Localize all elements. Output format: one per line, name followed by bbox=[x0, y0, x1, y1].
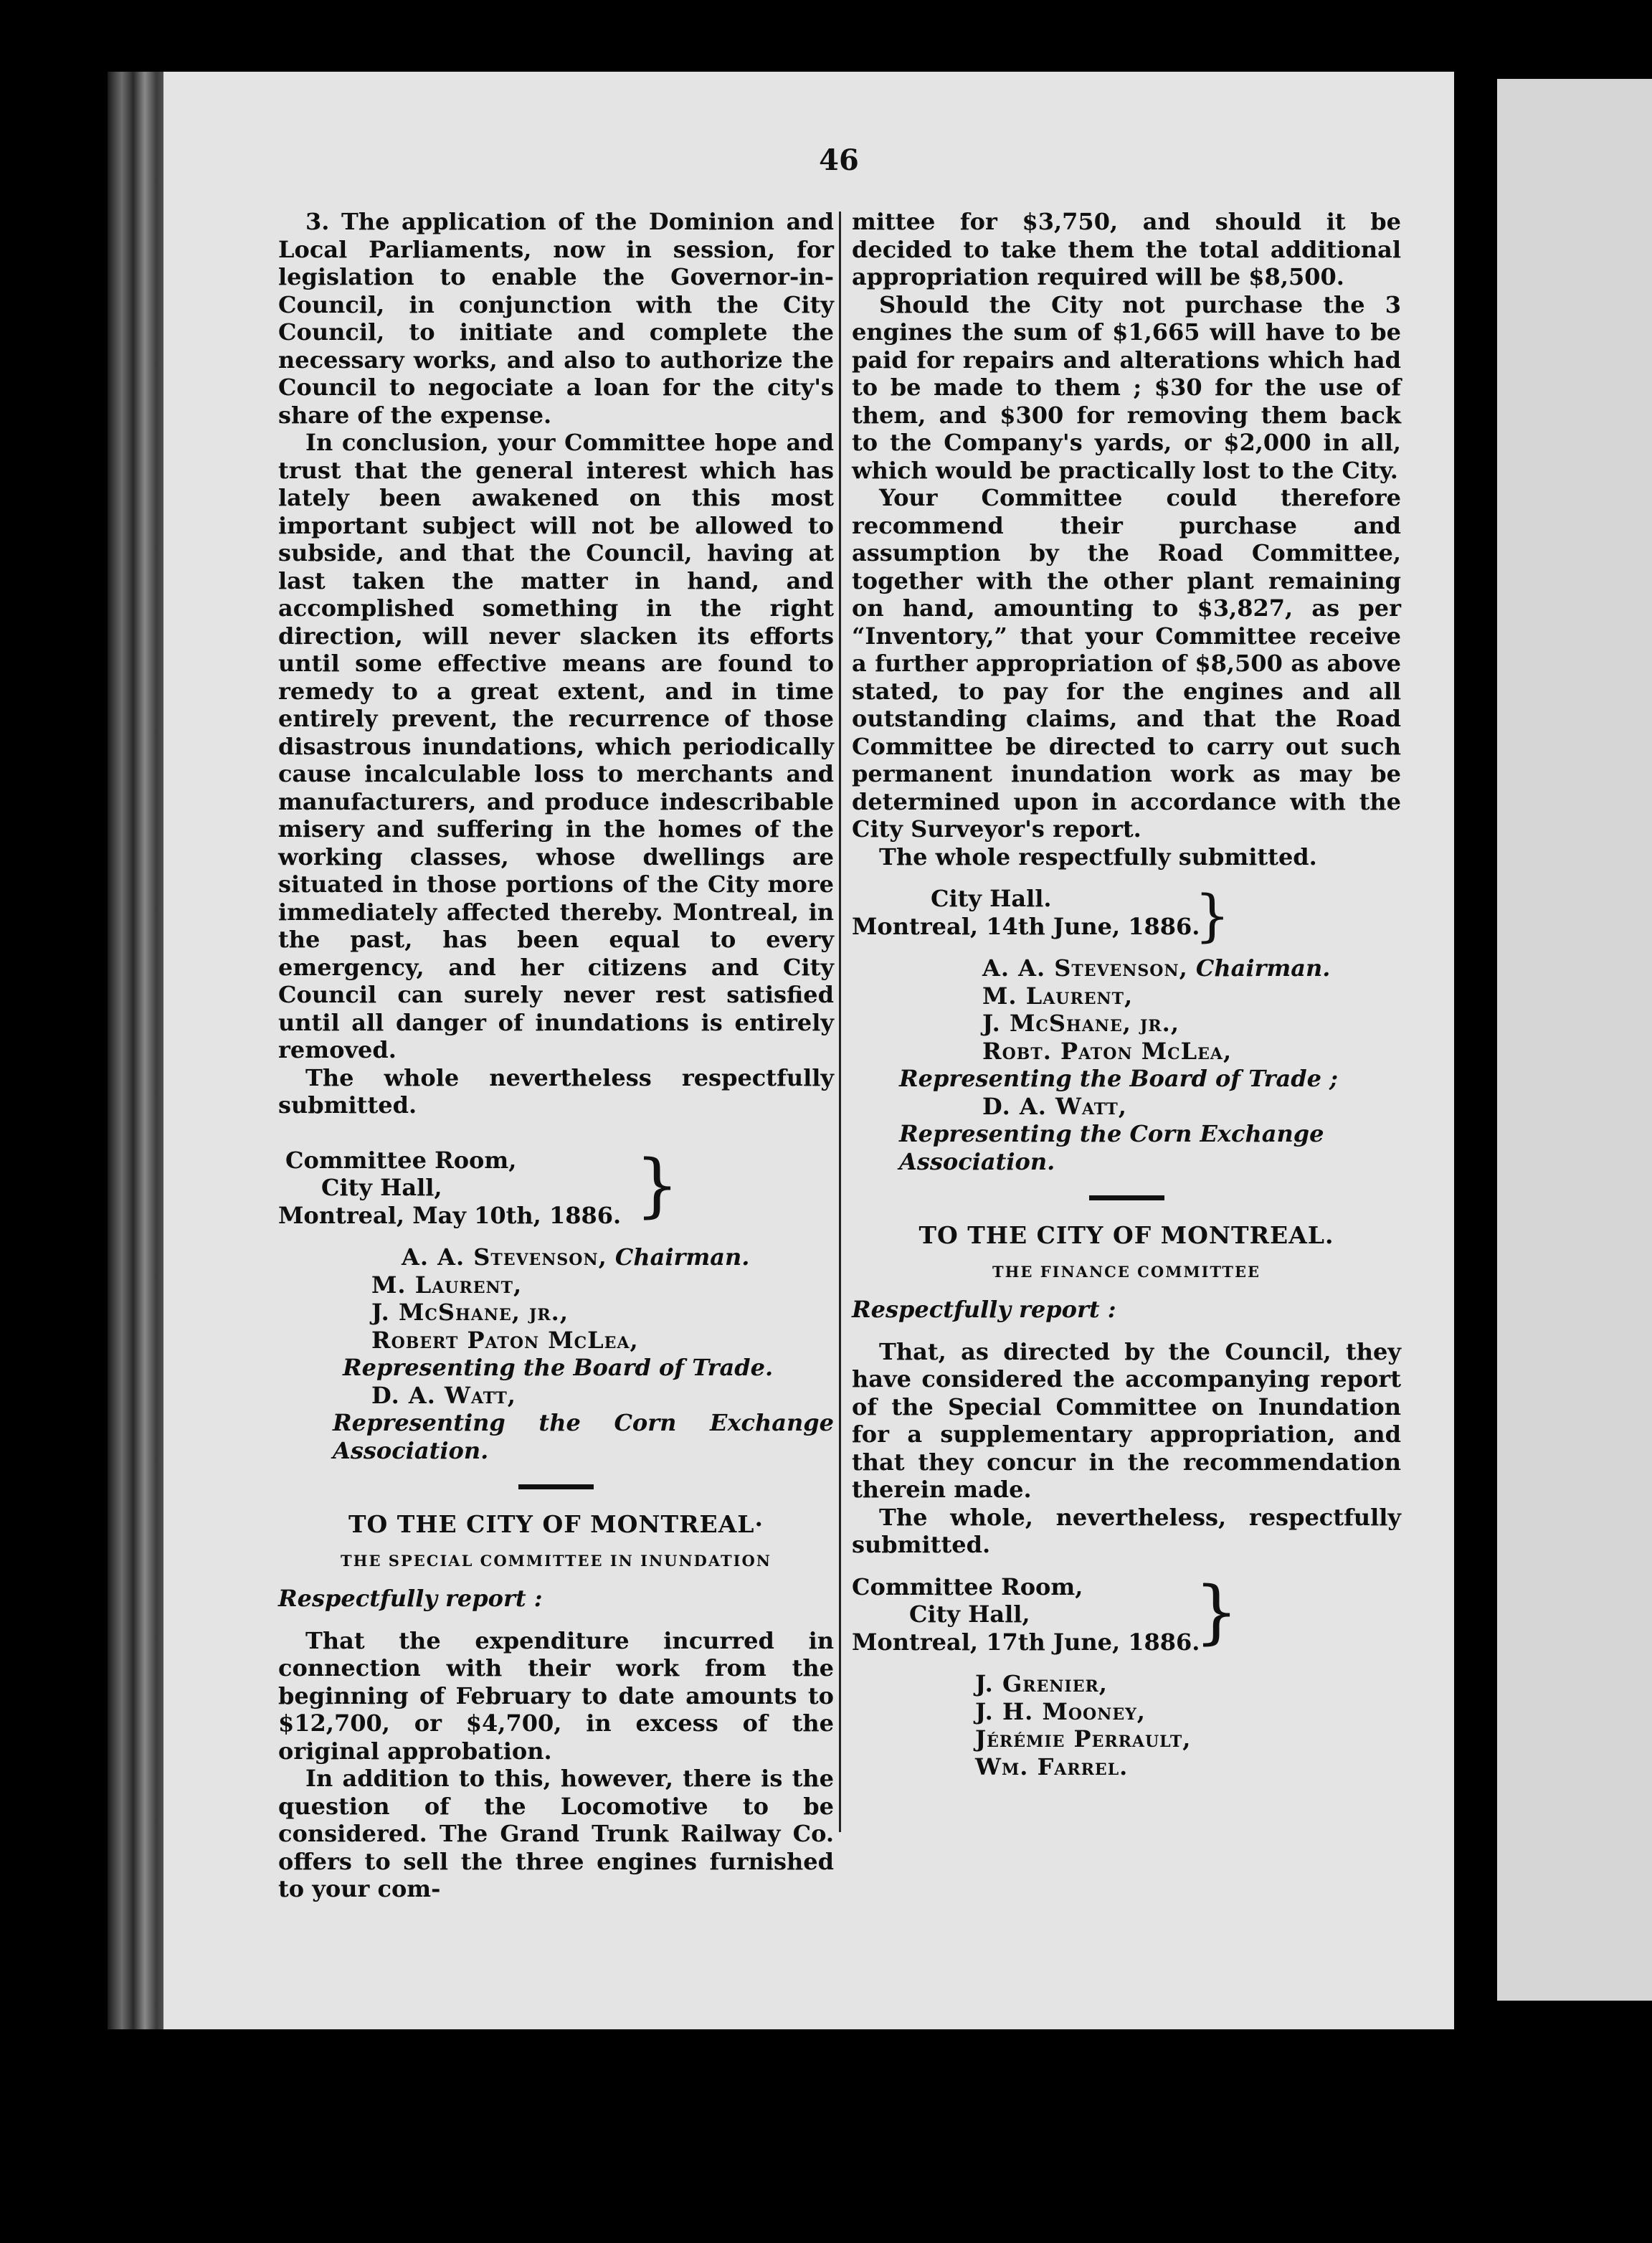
representing-line: Representing the Board of Trade ; bbox=[899, 1065, 1338, 1092]
paragraph: Your Committee could therefore recommend their purchase and assumption by the Road Committee, together with the other plant remaining on hand, amounting to $3,827, as per “Inventory,” that your Committee receive a further appropriation of $8,500 as above stated, to pay for the engines and all outstanding claims, and that the Road Committee be directed to carry out such permanent inundation work as may be determined upon in accordance with the City Surveyor's report. bbox=[852, 484, 1401, 843]
signature-line: A. A. Stevenson, Chairman. bbox=[402, 1243, 750, 1271]
paragraph: The whole nevertheless respectfully submitted. bbox=[278, 1063, 834, 1119]
representing-line: Representing the Board of Trade. bbox=[343, 1354, 774, 1381]
signature-line: J. McShane, jr., bbox=[371, 1299, 569, 1326]
date-line: Montreal, 17th June, 1886. bbox=[852, 1628, 1200, 1656]
paragraph: The whole, nevertheless, respectfully submitted. bbox=[852, 1503, 1401, 1558]
signature-line: Robt. Paton McLea, bbox=[982, 1037, 1233, 1065]
report-label: Respectfully report : bbox=[278, 1585, 543, 1612]
date-line: City Hall, bbox=[321, 1174, 442, 1201]
section-heading: TO THE CITY OF MONTREAL. bbox=[918, 1221, 1334, 1249]
book-edge bbox=[108, 72, 165, 2029]
right-column bbox=[852, 208, 1401, 1780]
brace: } bbox=[635, 1144, 680, 1225]
signature-line: Robert Paton McLea, bbox=[371, 1326, 639, 1354]
date-line: Montreal, May 10th, 1886. bbox=[278, 1201, 622, 1229]
signature-line: M. Laurent, bbox=[371, 1271, 523, 1299]
signature-line: Jérémie Perrault, bbox=[975, 1725, 1192, 1753]
section-heading: TO THE CITY OF MONTREAL· bbox=[348, 1510, 764, 1538]
section-subheading: THE SPECIAL COMMITTEE IN INUNDATION bbox=[341, 1551, 772, 1570]
paragraph: In conclusion, your Committee hope and trust that the general interest which has lately been awakened on this most important subject will not be allowed to subside, and that the Council, having at last taken the matter in hand, and accomplished something in the right direction, will never slacken its efforts until some effective means are found to remedy to a great extent, and in time entirely prevent, the recurrence of those disastrous inundations, which periodically cause incalculable loss to merchants and manufacturers, and produce indescribable misery and suffering in the homes of the working classes, whose dwellings are situated in those portions of the City more immediately affected thereby. Montreal, in the past, has been equal to every emergency, and her citizens and City Council can surely never rest satisfied until all danger of inundations is entirely removed. bbox=[278, 429, 834, 1063]
adjacent-page-edge bbox=[1497, 79, 1652, 2001]
report-label: Respectfully report : bbox=[852, 1296, 1116, 1323]
signature-line: D. A. Watt, bbox=[982, 1092, 1127, 1120]
section-rule bbox=[1089, 1195, 1164, 1200]
date-line: City Hall, bbox=[909, 1601, 1030, 1628]
paragraph: mittee for $3,750, and should it be decided to take them the total additional appropriation required will be $8,500. bbox=[852, 208, 1401, 290]
signature-line: A. A. Stevenson, Chairman. bbox=[982, 954, 1331, 982]
date-block bbox=[852, 1571, 1239, 1656]
section-subheading: THE FINANCE COMMITTEE bbox=[992, 1262, 1261, 1281]
brace: } bbox=[1195, 1571, 1239, 1652]
signature-line: J. Grenier, bbox=[975, 1670, 1108, 1697]
signature-line: J. McShane, jr., bbox=[982, 1010, 1179, 1037]
signature-line: M. Laurent, bbox=[982, 982, 1134, 1010]
paragraph: That, as directed by the Council, they have considered the accompanying report of the Special Committee on Inundation for a supplementary appropriation, and that they concur in the recommendation therein made. bbox=[852, 1337, 1401, 1503]
paragraph: 3. The application of the Dominion and Local Parliaments, now in session, for legislation to enable the Governor-in-Council, in conjunction with the City Council, to initiate and complete the necessary works, and also to authorize the Council to negociate a loan for the city's share of the expense. bbox=[278, 208, 834, 429]
date-line: Montreal, 14th June, 1886. bbox=[852, 912, 1200, 940]
date-block bbox=[278, 1144, 680, 1230]
paragraph: Should the City not purchase the 3 engines the sum of $1,665 will have to be paid for repairs and alterations which had to be made to them ; $30 for the use of them, and $300 for removing them back to the Company's yards, or $2,000 in all, which would be practically lost to the City. bbox=[852, 290, 1401, 484]
section-rule bbox=[518, 1484, 594, 1489]
representing-line: Representing the Corn Exchange Association. bbox=[333, 1409, 834, 1464]
column-divider bbox=[839, 212, 841, 1832]
signature-line: Wm. Farrel. bbox=[975, 1753, 1129, 1780]
representing-line: Representing the Corn Exchange Association. bbox=[899, 1120, 1324, 1175]
paragraph: In addition to this, however, there is the question of the Locomotive to be considered. The Grand Trunk Railway Co. offers to sell the three engines furnished to your com- bbox=[278, 1765, 834, 1902]
paragraph: That the expenditure incurred in connection with their work from the beginning of February to date amounts to $12,700, or $4,700, in excess of the original approbation. bbox=[278, 1626, 834, 1765]
signature-line: J. H. Mooney, bbox=[975, 1697, 1146, 1725]
signature-line: D. A. Watt, bbox=[371, 1381, 516, 1409]
date-block bbox=[852, 884, 1230, 949]
paragraph: The whole respectfully submitted. bbox=[879, 843, 1317, 871]
page-number: 46 bbox=[819, 143, 859, 177]
date-line: Committee Room, bbox=[852, 1573, 1083, 1601]
date-line: City Hall. bbox=[931, 885, 1052, 912]
brace: } bbox=[1195, 884, 1230, 949]
left-column bbox=[278, 208, 834, 1903]
date-line: Committee Room, bbox=[285, 1146, 517, 1174]
